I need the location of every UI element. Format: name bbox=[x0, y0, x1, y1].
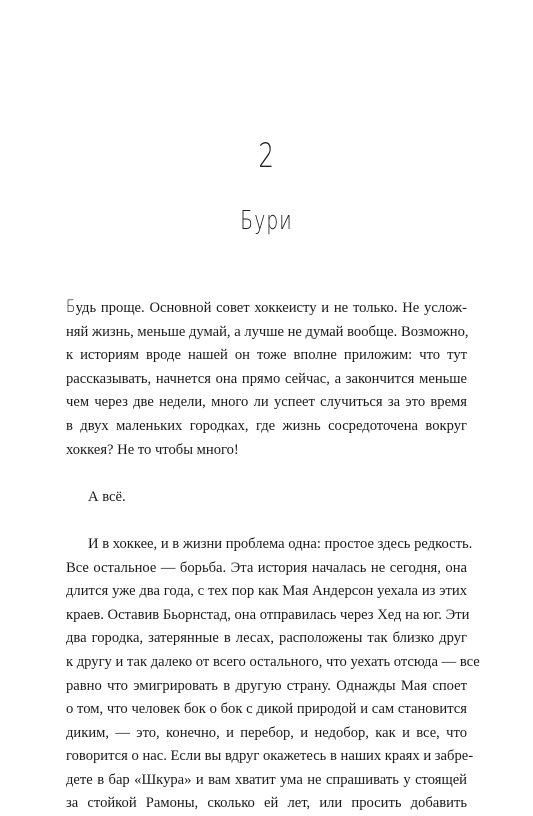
paragraph-2 bbox=[66, 486, 467, 510]
text-line: о том, что человек бок о бок с дикой природой и сам становится bbox=[66, 701, 467, 718]
text-line: диким, — это, конечно, и перебор, и недобор, как и все, что bbox=[66, 724, 467, 741]
text-line: Все остальное — борьба. Эта история началась не сегодня, она bbox=[66, 559, 467, 576]
text-line: хоккея? Не то чтобы много! bbox=[66, 441, 239, 458]
chapter-number: 2 bbox=[258, 136, 275, 176]
text-line: длится уже два года, с тех пор как Мая Андерсон уехала из этих bbox=[66, 583, 467, 600]
body-text bbox=[66, 296, 480, 816]
text-line: два городка, затерянные в лесах, расположены так близко друг bbox=[66, 630, 467, 647]
text-line: говорится о нас. Если вы вдруг окажетесь в наших краях и забре- bbox=[66, 748, 474, 765]
text-line: к другу и так далеко от всего остального, что уехать отсюда — все bbox=[66, 653, 480, 670]
text-line: рассказывать, начнется она прямо сейчас, а закончится меньше bbox=[66, 370, 467, 387]
text-line: дете в бар «Шкура» и вам хватит ума не спрашивать у стоящей bbox=[66, 771, 467, 788]
text-line: равно что эмигрировать в другую страну. Однажды Мая споет bbox=[66, 677, 467, 694]
text-line: в двух маленьких городках, где жизнь сосредоточена вокруг bbox=[66, 417, 467, 434]
text-line: краев. Оставив Бьорнстад, она отправилась через Хед на юг. Эти bbox=[66, 606, 470, 623]
paragraph-gap bbox=[66, 462, 467, 486]
paragraph-3 bbox=[66, 533, 480, 816]
text-line: Будь проще. Основной совет хоккеисту и не только. Не услож- bbox=[66, 296, 467, 321]
chapter-title: Бури bbox=[240, 206, 293, 236]
text-line: няй жизнь, меньше думай, а лучше не думай вообще. Возможно, bbox=[66, 323, 469, 340]
paragraph-1 bbox=[66, 296, 467, 462]
text-line: А всё. bbox=[88, 488, 126, 505]
text-line: чем через две недели, много ли успеет случиться за это время bbox=[66, 394, 467, 411]
text-line: к историям вроде нашей он тоже вполне приложим: что тут bbox=[66, 347, 467, 364]
drop-cap: Б bbox=[66, 297, 76, 317]
paragraph-gap bbox=[66, 509, 467, 533]
text-line: И в хоккее, и в жизни проблема одна: простое здесь редкость. bbox=[88, 535, 473, 552]
text-line: за стойкой Рамоны, сколько ей лет, или просить добавить bbox=[66, 795, 467, 812]
